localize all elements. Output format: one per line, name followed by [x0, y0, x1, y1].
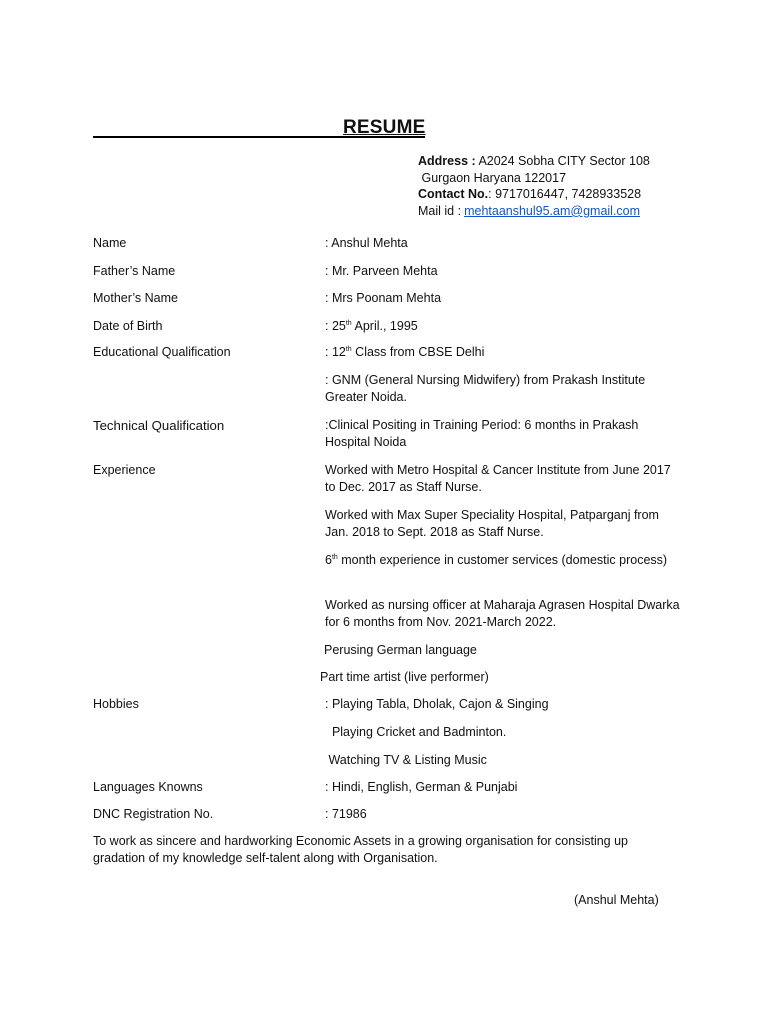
address-line-1: [418, 153, 650, 170]
contact-value: : 9717016447, 7428933528: [488, 187, 642, 202]
mail-line: [418, 203, 650, 220]
hobby-item-2: Playing Cricket and Badminton.: [325, 725, 507, 739]
education-value-1: [325, 344, 680, 361]
languages-label: Languages Knowns: [93, 780, 203, 794]
dob-suffix: April., 1995: [351, 319, 418, 333]
technical-label: Technical Qualification: [93, 418, 225, 433]
experience-item-6: Part time artist (live performer): [320, 670, 489, 684]
signature-name: (Anshul Mehta): [574, 893, 659, 907]
hobby-item-1: : Playing Tabla, Dholak, Cajon & Singing: [325, 697, 549, 711]
exp3-suffix: month experience in customer services (domestic process): [337, 553, 668, 567]
objective-paragraph: To work as sincere and hardworking Economic Assets in a growing organisation for consisting up gradation of my knowledge self-talent along with Organisation.: [93, 834, 628, 865]
address-line-2: [418, 170, 650, 187]
mail-label: Mail id :: [418, 203, 462, 218]
dob-label: Date of Birth: [93, 319, 163, 333]
email-link[interactable]: mehtaanshul95.am@gmail.com: [464, 203, 641, 218]
dob-superscript: th: [345, 319, 352, 327]
name-label: Name: [93, 236, 127, 250]
edu-prefix: : 12: [325, 345, 346, 359]
edu-superscript: th: [345, 345, 352, 353]
exp3-prefix: 6: [325, 553, 332, 567]
name-value: : Anshul Mehta: [325, 236, 408, 250]
experience-item-3: [325, 552, 680, 569]
hobbies-label: Hobbies: [93, 697, 139, 711]
address-value-1: A2024 Sobha CITY Sector 108: [475, 154, 650, 168]
contact-label: Contact No.: [418, 187, 489, 202]
experience-item-4: Worked as nursing officer at Maharaja Agrasen Hospital Dwarka for 6 months from Nov. 2021-March 2022.: [325, 598, 680, 629]
experience-label: Experience: [93, 463, 156, 477]
mother-name-label: Mother’s Name: [93, 291, 178, 305]
page-title: RESUME: [343, 117, 426, 138]
dob-value: [325, 318, 680, 335]
experience-item-1: Worked with Metro Hospital & Cancer Institute from June 2017 to Dec. 2017 as Staff Nurse.: [325, 463, 671, 494]
hobby-item-3: Watching TV & Listing Music: [325, 753, 487, 767]
education-label: Educational Qualification: [93, 345, 231, 359]
dnc-value: : 71986: [325, 807, 367, 821]
dob-prefix: : 25: [325, 319, 346, 333]
address-label: Address :: [418, 154, 476, 168]
contact-line: [418, 186, 650, 203]
exp3-superscript: th: [331, 553, 338, 561]
mother-name-value: : Mrs Poonam Mehta: [325, 291, 442, 305]
father-name-value: : Mr. Parveen Mehta: [325, 264, 438, 278]
dnc-label: DNC Registration No.: [93, 807, 214, 821]
languages-value: : Hindi, English, German & Punjabi: [325, 780, 518, 794]
address-block: [418, 153, 650, 219]
father-name-label: Father’s Name: [93, 264, 176, 278]
technical-value: :Clinical Positing in Training Period: 6 months in Prakash Hospital Noida: [325, 418, 639, 449]
experience-item-5: Perusing German language: [324, 643, 477, 657]
address-value-2: Gurgaon Haryana 122017: [421, 170, 567, 185]
education-value-2: : GNM (General Nursing Midwifery) from Prakash Institute Greater Noida.: [325, 373, 646, 404]
experience-item-2: Worked with Max Super Speciality Hospital, Patparganj from Jan. 2018 to Sept. 2018 as Staff Nurse.: [325, 508, 659, 539]
edu-suffix: Class from CBSE Delhi: [351, 345, 485, 359]
